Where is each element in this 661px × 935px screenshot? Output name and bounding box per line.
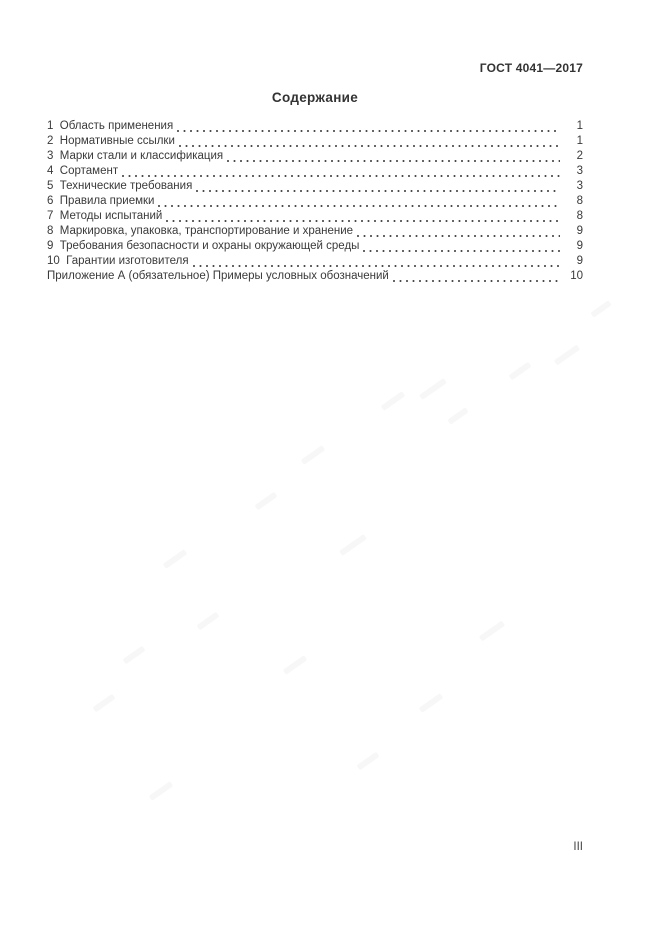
toc-dot-leader <box>227 149 562 164</box>
toc-entry <box>47 134 583 149</box>
toc-entry-page: 9 <box>576 255 583 267</box>
document-code: ГОСТ 4041—2017 <box>479 61 583 75</box>
toc-entry-label: 9 Требования безопасности и охраны окружающей среды <box>47 240 360 252</box>
toc-entry <box>47 239 583 254</box>
toc-dot-leader <box>196 179 562 194</box>
toc-entry <box>47 119 583 134</box>
toc-dot-leader <box>363 239 562 254</box>
toc-dot-leader <box>179 134 562 149</box>
toc-entry-label: 3 Марки стали и классификация <box>47 150 224 162</box>
page-title: Содержание <box>271 90 359 105</box>
table-of-contents <box>47 119 583 284</box>
toc-entry-page: 2 <box>576 150 583 162</box>
toc-dot-leader <box>357 224 562 239</box>
toc-entry-label: 2 Нормативные ссылки <box>47 135 175 147</box>
toc-entry <box>47 179 583 194</box>
toc-dot-leader <box>166 209 562 224</box>
toc-entry <box>47 224 583 239</box>
toc-dot-leader <box>122 164 562 179</box>
toc-entry-page: 8 <box>576 210 583 222</box>
toc-entry-page: 10 <box>570 270 583 282</box>
toc-dot-leader <box>158 194 562 209</box>
toc-entry-label: 7 Методы испытаний <box>47 210 163 222</box>
toc-entry <box>47 209 583 224</box>
toc-entry-page: 1 <box>576 120 583 132</box>
toc-entry <box>47 149 583 164</box>
page-number-roman: III <box>573 841 583 853</box>
toc-entry-label: 6 Правила приемки <box>47 195 155 207</box>
toc-entry-page: 1 <box>576 135 583 147</box>
toc-entry-page: 3 <box>576 180 583 192</box>
toc-entry-label: 1 Область применения <box>47 120 174 132</box>
toc-entry-page: 9 <box>576 225 583 237</box>
toc-dot-leader <box>393 269 562 284</box>
toc-entry-page: 8 <box>576 195 583 207</box>
toc-entry-label: 10 Гарантии изготовителя <box>47 255 189 267</box>
toc-entry-label: 8 Маркировка, упаковка, транспортирование и хранение <box>47 225 354 237</box>
toc-dot-leader <box>193 254 562 269</box>
toc-entry-page: 3 <box>576 165 583 177</box>
toc-entry <box>47 254 583 269</box>
toc-entry <box>47 269 583 284</box>
toc-entry <box>47 164 583 179</box>
toc-entry-label: Приложение А (обязательное) Примеры условных обозначений <box>47 270 389 282</box>
toc-entry <box>47 194 583 209</box>
toc-entry-label: 4 Сортамент <box>47 165 119 177</box>
toc-entry-page: 9 <box>576 240 583 252</box>
toc-dot-leader <box>177 119 562 134</box>
toc-entry-label: 5 Технические требования <box>47 180 193 192</box>
